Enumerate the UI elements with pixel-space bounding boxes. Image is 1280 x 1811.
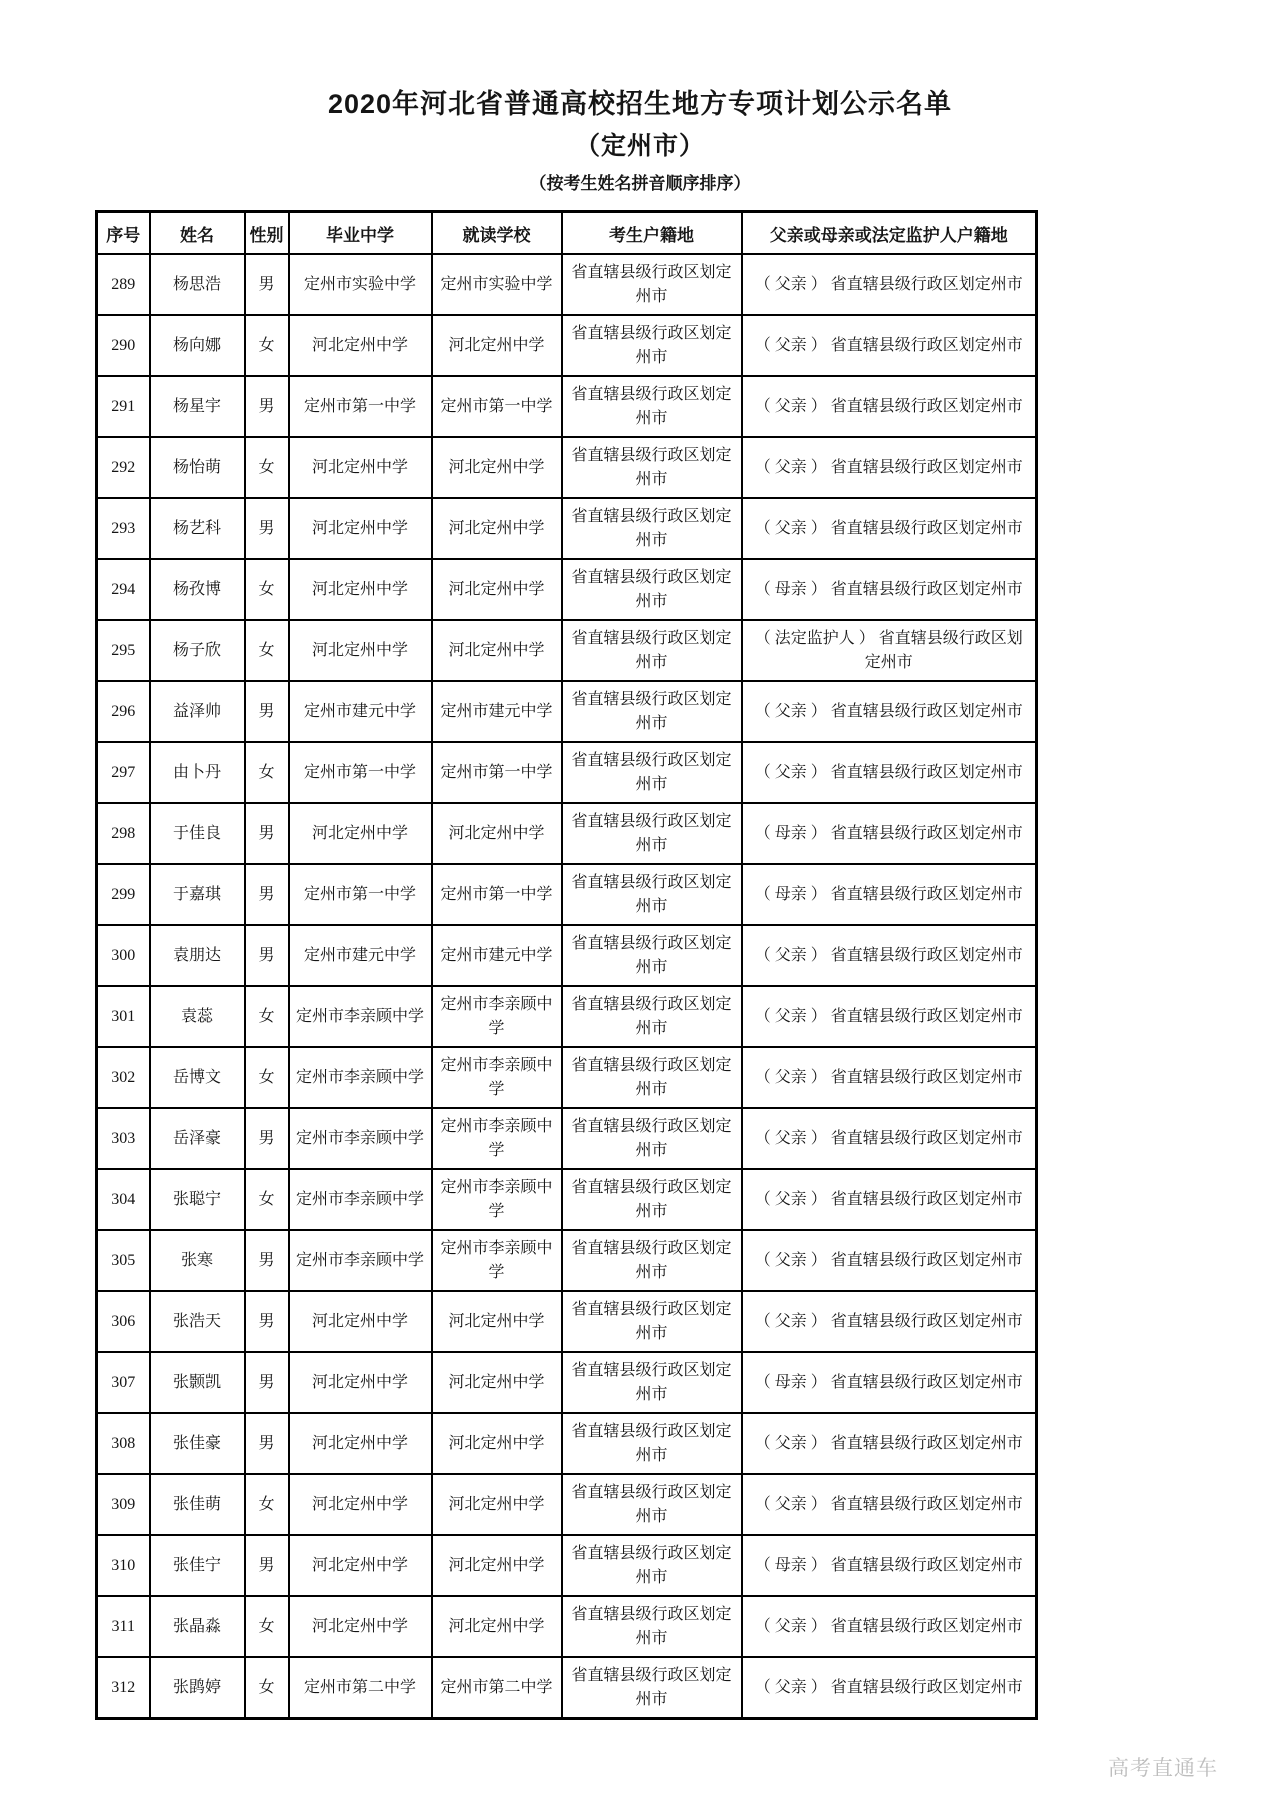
cell-grad-school: 河北定州中学 xyxy=(289,620,432,681)
cell-grad-school: 河北定州中学 xyxy=(289,1535,432,1596)
cell-grad-school: 定州市李亲顾中学 xyxy=(289,1047,432,1108)
cell-attend-school: 河北定州中学 xyxy=(432,315,562,376)
cell-gender: 女 xyxy=(245,620,289,681)
table-row xyxy=(97,498,1037,559)
cell-guardian-residence: （ 法定监护人 ） 省直辖县级行政区划定州市 xyxy=(742,620,1037,681)
cell-residence: 省直辖县级行政区划定州市 xyxy=(562,1108,742,1169)
cell-no: 301 xyxy=(97,986,150,1047)
cell-grad-school: 定州市第一中学 xyxy=(289,742,432,803)
cell-no: 294 xyxy=(97,559,150,620)
cell-name: 杨向娜 xyxy=(150,315,245,376)
cell-no: 308 xyxy=(97,1413,150,1474)
cell-gender: 男 xyxy=(245,1108,289,1169)
cell-guardian-residence: （ 父亲 ） 省直辖县级行政区划定州市 xyxy=(742,1291,1037,1352)
table-row xyxy=(97,620,1037,681)
cell-residence: 省直辖县级行政区划定州市 xyxy=(562,1657,742,1719)
cell-attend-school: 定州市李亲顾中学 xyxy=(432,1169,562,1230)
watermark: 高考直通车 xyxy=(1108,1757,1218,1780)
cell-attend-school: 定州市实验中学 xyxy=(432,254,562,315)
table-row xyxy=(97,1413,1037,1474)
cell-gender: 女 xyxy=(245,1047,289,1108)
cell-gender: 男 xyxy=(245,925,289,986)
cell-guardian-residence: （ 父亲 ） 省直辖县级行政区划定州市 xyxy=(742,1474,1037,1535)
cell-grad-school: 定州市建元中学 xyxy=(289,681,432,742)
cell-no: 304 xyxy=(97,1169,150,1230)
cell-attend-school: 河北定州中学 xyxy=(432,803,562,864)
cell-grad-school: 河北定州中学 xyxy=(289,1474,432,1535)
cell-name: 岳博文 xyxy=(150,1047,245,1108)
cell-gender: 女 xyxy=(245,1169,289,1230)
cell-residence: 省直辖县级行政区划定州市 xyxy=(562,315,742,376)
table-row xyxy=(97,1596,1037,1657)
cell-attend-school: 定州市建元中学 xyxy=(432,681,562,742)
cell-attend-school: 河北定州中学 xyxy=(432,498,562,559)
table-row xyxy=(97,376,1037,437)
cell-grad-school: 河北定州中学 xyxy=(289,437,432,498)
cell-no: 306 xyxy=(97,1291,150,1352)
cell-residence: 省直辖县级行政区划定州市 xyxy=(562,559,742,620)
cell-grad-school: 定州市建元中学 xyxy=(289,925,432,986)
table-row xyxy=(97,681,1037,742)
cell-attend-school: 河北定州中学 xyxy=(432,1291,562,1352)
table-row xyxy=(97,1047,1037,1108)
cell-gender: 男 xyxy=(245,1230,289,1291)
cell-residence: 省直辖县级行政区划定州市 xyxy=(562,803,742,864)
header-grad-school: 毕业中学 xyxy=(289,212,432,255)
cell-grad-school: 河北定州中学 xyxy=(289,1596,432,1657)
table-row xyxy=(97,254,1037,315)
cell-name: 杨星宇 xyxy=(150,376,245,437)
cell-gender: 男 xyxy=(245,1291,289,1352)
cell-grad-school: 定州市李亲顾中学 xyxy=(289,1108,432,1169)
table-body xyxy=(97,254,1037,1719)
cell-gender: 女 xyxy=(245,315,289,376)
header-residence: 考生户籍地 xyxy=(562,212,742,255)
table-row xyxy=(97,1169,1037,1230)
header-attend-school: 就读学校 xyxy=(432,212,562,255)
cell-grad-school: 定州市李亲顾中学 xyxy=(289,1169,432,1230)
cell-no: 299 xyxy=(97,864,150,925)
cell-name: 张佳宁 xyxy=(150,1535,245,1596)
cell-attend-school: 定州市李亲顾中学 xyxy=(432,1047,562,1108)
table-row xyxy=(97,559,1037,620)
cell-no: 307 xyxy=(97,1352,150,1413)
cell-residence: 省直辖县级行政区划定州市 xyxy=(562,925,742,986)
cell-name: 张晶淼 xyxy=(150,1596,245,1657)
cell-name: 岳泽豪 xyxy=(150,1108,245,1169)
cell-guardian-residence: （ 父亲 ） 省直辖县级行政区划定州市 xyxy=(742,1108,1037,1169)
cell-attend-school: 河北定州中学 xyxy=(432,437,562,498)
cell-guardian-residence: （ 父亲 ） 省直辖县级行政区划定州市 xyxy=(742,437,1037,498)
cell-grad-school: 河北定州中学 xyxy=(289,803,432,864)
cell-residence: 省直辖县级行政区划定州市 xyxy=(562,986,742,1047)
cell-name: 张聪宁 xyxy=(150,1169,245,1230)
cell-no: 302 xyxy=(97,1047,150,1108)
cell-grad-school: 定州市李亲顾中学 xyxy=(289,1230,432,1291)
cell-residence: 省直辖县级行政区划定州市 xyxy=(562,1413,742,1474)
cell-name: 于嘉琪 xyxy=(150,864,245,925)
cell-gender: 男 xyxy=(245,1413,289,1474)
cell-grad-school: 河北定州中学 xyxy=(289,1413,432,1474)
table-row xyxy=(97,864,1037,925)
table-row xyxy=(97,437,1037,498)
cell-attend-school: 定州市李亲顾中学 xyxy=(432,1230,562,1291)
cell-no: 311 xyxy=(97,1596,150,1657)
cell-guardian-residence: （ 父亲 ） 省直辖县级行政区划定州市 xyxy=(742,376,1037,437)
cell-no: 293 xyxy=(97,498,150,559)
cell-attend-school: 河北定州中学 xyxy=(432,559,562,620)
cell-gender: 女 xyxy=(245,742,289,803)
cell-name: 张佳萌 xyxy=(150,1474,245,1535)
cell-gender: 女 xyxy=(245,559,289,620)
table-row xyxy=(97,986,1037,1047)
cell-attend-school: 定州市李亲顾中学 xyxy=(432,986,562,1047)
cell-guardian-residence: （ 父亲 ） 省直辖县级行政区划定州市 xyxy=(742,254,1037,315)
cell-residence: 省直辖县级行政区划定州市 xyxy=(562,1230,742,1291)
cell-gender: 男 xyxy=(245,681,289,742)
cell-grad-school: 河北定州中学 xyxy=(289,1291,432,1352)
page-subtitle-city: （定州市） xyxy=(574,132,705,160)
title-block xyxy=(0,0,1280,194)
cell-attend-school: 定州市李亲顾中学 xyxy=(432,1108,562,1169)
cell-guardian-residence: （ 父亲 ） 省直辖县级行政区划定州市 xyxy=(742,681,1037,742)
cell-attend-school: 河北定州中学 xyxy=(432,1474,562,1535)
cell-guardian-residence: （ 母亲 ） 省直辖县级行政区划定州市 xyxy=(742,1535,1037,1596)
cell-no: 295 xyxy=(97,620,150,681)
cell-gender: 女 xyxy=(245,1596,289,1657)
cell-guardian-residence: （ 父亲 ） 省直辖县级行政区划定州市 xyxy=(742,925,1037,986)
cell-residence: 省直辖县级行政区划定州市 xyxy=(562,498,742,559)
table-row xyxy=(97,315,1037,376)
cell-name: 杨思浩 xyxy=(150,254,245,315)
cell-name: 袁朋达 xyxy=(150,925,245,986)
cell-name: 张浩天 xyxy=(150,1291,245,1352)
cell-gender: 男 xyxy=(245,1535,289,1596)
cell-attend-school: 定州市第二中学 xyxy=(432,1657,562,1719)
cell-no: 289 xyxy=(97,254,150,315)
cell-attend-school: 定州市第一中学 xyxy=(432,742,562,803)
cell-name: 张颢凯 xyxy=(150,1352,245,1413)
cell-grad-school: 河北定州中学 xyxy=(289,315,432,376)
roster-table xyxy=(95,210,1038,1720)
cell-gender: 女 xyxy=(245,437,289,498)
table-row xyxy=(97,1291,1037,1352)
cell-gender: 女 xyxy=(245,1657,289,1719)
cell-grad-school: 定州市第一中学 xyxy=(289,376,432,437)
page-title: 2020年河北省普通高校招生地方专项计划公示名单 xyxy=(327,89,953,119)
cell-guardian-residence: （ 父亲 ） 省直辖县级行政区划定州市 xyxy=(742,986,1037,1047)
cell-grad-school: 定州市第一中学 xyxy=(289,864,432,925)
cell-residence: 省直辖县级行政区划定州市 xyxy=(562,1535,742,1596)
cell-residence: 省直辖县级行政区划定州市 xyxy=(562,620,742,681)
cell-gender: 男 xyxy=(245,864,289,925)
cell-residence: 省直辖县级行政区划定州市 xyxy=(562,1169,742,1230)
cell-name: 张寒 xyxy=(150,1230,245,1291)
table-row xyxy=(97,1474,1037,1535)
cell-guardian-residence: （ 父亲 ） 省直辖县级行政区划定州市 xyxy=(742,1169,1037,1230)
header-guardian-residence: 父亲或母亲或法定监护人户籍地 xyxy=(742,212,1037,255)
cell-gender: 男 xyxy=(245,498,289,559)
cell-attend-school: 河北定州中学 xyxy=(432,1413,562,1474)
cell-no: 292 xyxy=(97,437,150,498)
cell-gender: 女 xyxy=(245,986,289,1047)
cell-guardian-residence: （ 父亲 ） 省直辖县级行政区划定州市 xyxy=(742,742,1037,803)
header-name: 姓名 xyxy=(150,212,245,255)
cell-no: 298 xyxy=(97,803,150,864)
header-gender: 性别 xyxy=(245,212,289,255)
cell-residence: 省直辖县级行政区划定州市 xyxy=(562,437,742,498)
sort-note: （按考生姓名拼音顺序排序） xyxy=(529,174,751,193)
cell-no: 291 xyxy=(97,376,150,437)
cell-gender: 女 xyxy=(245,1474,289,1535)
cell-residence: 省直辖县级行政区划定州市 xyxy=(562,1047,742,1108)
cell-residence: 省直辖县级行政区划定州市 xyxy=(562,1596,742,1657)
cell-guardian-residence: （ 父亲 ） 省直辖县级行政区划定州市 xyxy=(742,1047,1037,1108)
cell-name: 张佳豪 xyxy=(150,1413,245,1474)
cell-guardian-residence: （ 母亲 ） 省直辖县级行政区划定州市 xyxy=(742,559,1037,620)
table-header-row xyxy=(97,212,1037,255)
cell-residence: 省直辖县级行政区划定州市 xyxy=(562,681,742,742)
cell-guardian-residence: （ 母亲 ） 省直辖县级行政区划定州市 xyxy=(742,803,1037,864)
cell-guardian-residence: （ 父亲 ） 省直辖县级行政区划定州市 xyxy=(742,1596,1037,1657)
cell-name: 杨子欣 xyxy=(150,620,245,681)
cell-name: 杨孜博 xyxy=(150,559,245,620)
cell-no: 309 xyxy=(97,1474,150,1535)
cell-no: 312 xyxy=(97,1657,150,1719)
cell-grad-school: 定州市第二中学 xyxy=(289,1657,432,1719)
cell-no: 310 xyxy=(97,1535,150,1596)
cell-attend-school: 河北定州中学 xyxy=(432,1596,562,1657)
cell-no: 290 xyxy=(97,315,150,376)
cell-gender: 男 xyxy=(245,376,289,437)
table-row xyxy=(97,1230,1037,1291)
cell-name: 袁蕊 xyxy=(150,986,245,1047)
table-row xyxy=(97,1108,1037,1169)
cell-residence: 省直辖县级行政区划定州市 xyxy=(562,1352,742,1413)
cell-grad-school: 定州市实验中学 xyxy=(289,254,432,315)
cell-name: 张鹍婷 xyxy=(150,1657,245,1719)
cell-grad-school: 河北定州中学 xyxy=(289,498,432,559)
cell-name: 杨艺科 xyxy=(150,498,245,559)
cell-name: 杨怡萌 xyxy=(150,437,245,498)
cell-attend-school: 定州市第一中学 xyxy=(432,864,562,925)
cell-residence: 省直辖县级行政区划定州市 xyxy=(562,376,742,437)
cell-gender: 男 xyxy=(245,803,289,864)
cell-residence: 省直辖县级行政区划定州市 xyxy=(562,254,742,315)
header-no: 序号 xyxy=(97,212,150,255)
table-head xyxy=(97,212,1037,255)
cell-guardian-residence: （ 父亲 ） 省直辖县级行政区划定州市 xyxy=(742,1230,1037,1291)
cell-guardian-residence: （ 父亲 ） 省直辖县级行政区划定州市 xyxy=(742,1413,1037,1474)
cell-grad-school: 河北定州中学 xyxy=(289,1352,432,1413)
table-row xyxy=(97,1657,1037,1719)
cell-no: 297 xyxy=(97,742,150,803)
cell-residence: 省直辖县级行政区划定州市 xyxy=(562,742,742,803)
cell-guardian-residence: （ 母亲 ） 省直辖县级行政区划定州市 xyxy=(742,1352,1037,1413)
cell-name: 益泽帅 xyxy=(150,681,245,742)
cell-attend-school: 河北定州中学 xyxy=(432,620,562,681)
cell-guardian-residence: （ 父亲 ） 省直辖县级行政区划定州市 xyxy=(742,1657,1037,1719)
cell-residence: 省直辖县级行政区划定州市 xyxy=(562,864,742,925)
cell-no: 300 xyxy=(97,925,150,986)
cell-no: 303 xyxy=(97,1108,150,1169)
table-row xyxy=(97,1352,1037,1413)
cell-attend-school: 河北定州中学 xyxy=(432,1352,562,1413)
cell-grad-school: 河北定州中学 xyxy=(289,559,432,620)
cell-guardian-residence: （ 父亲 ） 省直辖县级行政区划定州市 xyxy=(742,498,1037,559)
cell-no: 305 xyxy=(97,1230,150,1291)
cell-attend-school: 河北定州中学 xyxy=(432,1535,562,1596)
cell-attend-school: 定州市第一中学 xyxy=(432,376,562,437)
table-row xyxy=(97,925,1037,986)
cell-residence: 省直辖县级行政区划定州市 xyxy=(562,1291,742,1352)
cell-attend-school: 定州市建元中学 xyxy=(432,925,562,986)
cell-residence: 省直辖县级行政区划定州市 xyxy=(562,1474,742,1535)
cell-gender: 男 xyxy=(245,1352,289,1413)
table-row xyxy=(97,803,1037,864)
cell-name: 由卜丹 xyxy=(150,742,245,803)
cell-guardian-residence: （ 母亲 ） 省直辖县级行政区划定州市 xyxy=(742,864,1037,925)
cell-guardian-residence: （ 父亲 ） 省直辖县级行政区划定州市 xyxy=(742,315,1037,376)
table-row xyxy=(97,742,1037,803)
cell-grad-school: 定州市李亲顾中学 xyxy=(289,986,432,1047)
cell-gender: 男 xyxy=(245,254,289,315)
cell-name: 于佳良 xyxy=(150,803,245,864)
cell-no: 296 xyxy=(97,681,150,742)
table-row xyxy=(97,1535,1037,1596)
